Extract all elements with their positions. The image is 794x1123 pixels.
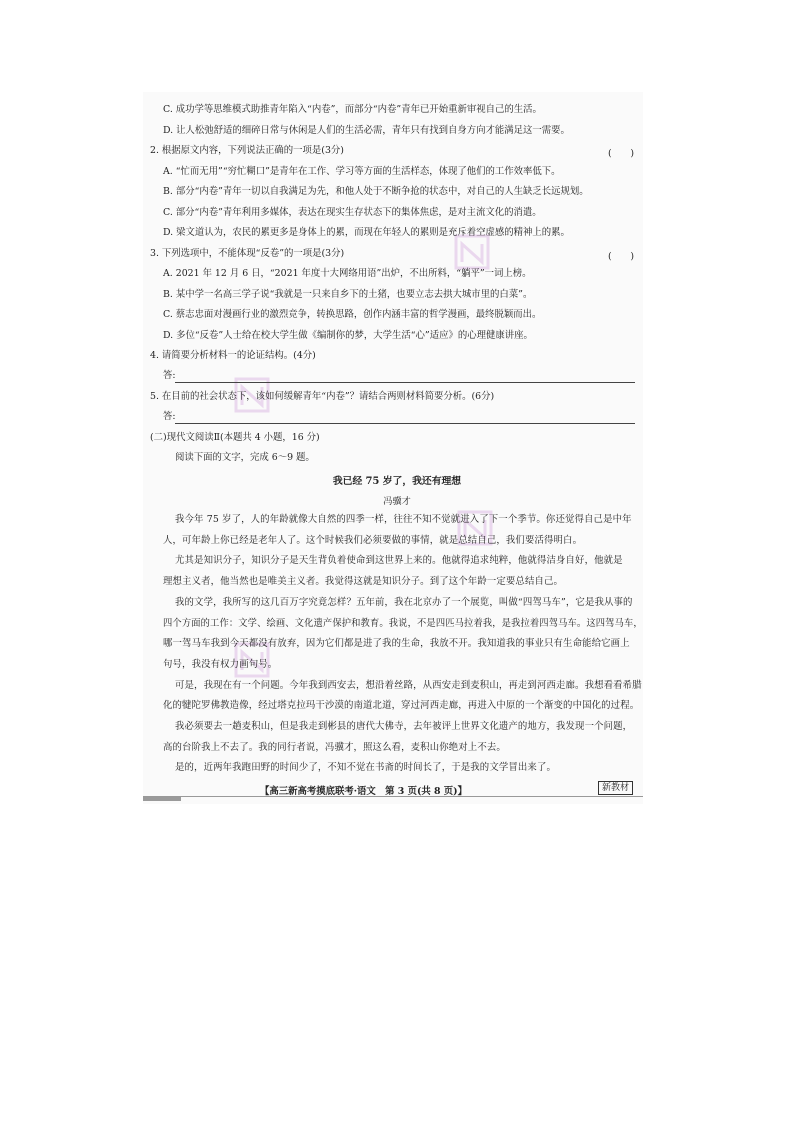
article-line: 哪一驾马车我到今天都没有放弃，因为它们都是进了我的生命，我放不开。我知道我的事业只有生命能给它画上 bbox=[163, 638, 630, 649]
article-line: 高的台阶我上不去了。我的同行者说，冯骥才，照这么看，麦积山你绝对上不去。 bbox=[163, 742, 506, 753]
q1-option-d: D. 让人松弛舒适的细碎日常与休闲是人们的生活必需，青年只有找到自身方向才能满足这一需要。 bbox=[163, 125, 570, 136]
article-line: 句号，我没有权力画句号。 bbox=[163, 659, 278, 670]
section-instruction: 阅读下面的文字，完成 6～9 题。 bbox=[175, 452, 315, 463]
article-line: 四个方面的工作：文学、绘画、文化遗产保护和教育。我说，不是四匹马拉着我，是我拉着四驾马车。这四驾马车， bbox=[163, 618, 643, 629]
scan-edge-bar bbox=[143, 797, 181, 801]
article-line: 我必须要去一趟麦积山，但是我走到彬县的唐代大佛寺，去年被评上世界文化遗产的地方，我发现一个问题， bbox=[175, 721, 633, 732]
section-heading: (二)现代文阅读Ⅱ(本题共 4 小题，16 分) bbox=[150, 432, 320, 443]
page-sheet bbox=[143, 92, 643, 804]
q2-option-c: C. 部分“内卷”青年利用多媒体，表达在现实生存状态下的集体焦虑，是对主流文化的消遣。 bbox=[163, 207, 542, 218]
article-line: 化的犍陀罗佛教造像，经过塔克拉玛干沙漠的南道北道，穿过河西走廊，再进入中原的一个渐变的中国化的过程。 bbox=[163, 700, 640, 711]
q2-option-a: A. “忙而无用”“穷忙糊口”是青年在工作、学习等方面的生活样态，体现了他们的工作效率低下。 bbox=[163, 166, 561, 177]
q2-option-d: D. 梁文道认为，农民的累更多是身体上的累，而现在年轻人的累则是充斥着空虚感的精神上的累。 bbox=[163, 227, 570, 238]
article-author: 冯骥才 bbox=[383, 496, 411, 507]
article-line: 尤其是知识分子，知识分子是天生背负着使命到这世界上来的。他就得追求纯粹，他就得洁身自好，他就是 bbox=[175, 555, 623, 566]
article-line: 我的文学，我所写的这几百万字究竟怎样？五年前，我在北京办了一个展览，叫做“四驾马车”，它是我从事的 bbox=[175, 597, 633, 608]
article-line: 人，可年龄上你已经是老年人了。这个时候我们必须要做的事情，就是总结自己，我们要活得明白。 bbox=[163, 535, 583, 546]
q2-option-b: B. 部分“内卷”青年一切以自我满足为先，和他人处于不断争抢的状态中，对自己的人生缺乏长远规划。 bbox=[163, 186, 589, 197]
q2-stem: 2. 根据原文内容，下列说法正确的一项是(3分) bbox=[150, 145, 344, 156]
q5-answer-label: 答: bbox=[163, 411, 176, 422]
q3-answer-bracket: ( ) bbox=[608, 251, 635, 262]
q2-answer-bracket: ( ) bbox=[608, 148, 635, 159]
q3-stem: 3. 下列选项中，不能体现“反卷”的一项是(3分) bbox=[150, 248, 345, 259]
q4-answer-line[interactable] bbox=[175, 370, 635, 383]
edition-badge: 新教材 bbox=[598, 781, 633, 795]
q3-option-c: C. 蔡志忠面对漫画行业的激烈竞争，转换思路，创作内涵丰富的哲学漫画，最终脱颖而出。 bbox=[163, 309, 542, 320]
q4-answer-label: 答: bbox=[163, 370, 176, 381]
q5-answer-line[interactable] bbox=[175, 411, 635, 424]
q3-option-b: B. 某中学一名高三学子说“我就是一只来自乡下的土猪，也要立志去拱大城市里的白菜”。 bbox=[163, 289, 533, 300]
article-line: 理想主义者，他当然也是唯美主义者。我觉得这就是知识分子。到了这个年龄一定要总结自己。 bbox=[163, 576, 564, 587]
q3-option-d: D. 多位“反卷”人士给在校大学生做《编制你的梦，大学生活“心”适应》的心理健康讲座。 bbox=[163, 330, 533, 341]
article-title: 我已经 75 岁了，我还有理想 bbox=[332, 476, 462, 487]
q5-stem: 5. 在目前的社会状态下，该如何缓解青年“内卷”？请结合两则材料简要分析。(6分) bbox=[150, 391, 495, 402]
q1-option-c: C. 成功学等思维模式助推青年陷入“内卷”，而部分“内卷”青年已开始重新审视自己的生活。 bbox=[163, 104, 542, 115]
article-line: 可是，我现在有一个问题。今年我到西安去，想沿着丝路，从西安走到麦积山，再走到河西走廊。我想看看希腊 bbox=[175, 680, 642, 691]
page-footer: 【高三新高考摸底联考·语文 第 3 页(共 8 页)】 bbox=[260, 786, 467, 797]
article-line: 是的，近两年我跑田野的时间少了，不知不觉在书斋的时间长了，于是我的文学冒出来了。 bbox=[175, 762, 557, 773]
q3-option-a: A. 2021 年 12 月 6 日，“2021 年度十大网络用语”出炉，不出所料，“躺平”一词上榜。 bbox=[163, 268, 532, 279]
footer-rule bbox=[143, 796, 643, 797]
article-line: 我今年 75 岁了，人的年龄就像大自然的四季一样，往往不知不觉就进入了下一个季节。你还觉得自己是中年 bbox=[175, 514, 632, 525]
q4-stem: 4. 请简要分析材料一的论证结构。(4分) bbox=[150, 350, 316, 361]
